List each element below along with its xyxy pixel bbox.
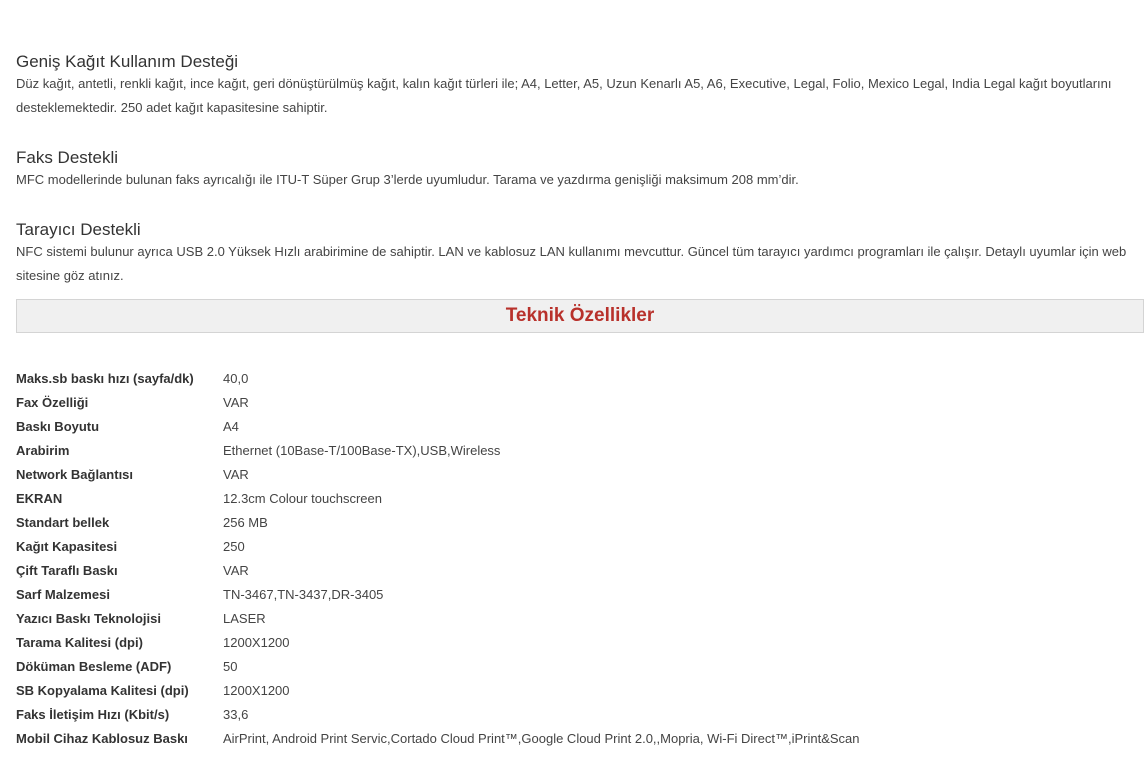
spec-value: Ethernet (10Base-T/100Base-TX),USB,Wireless bbox=[223, 443, 501, 458]
spec-key: Network Bağlantısı bbox=[16, 467, 134, 482]
spec-row bbox=[16, 487, 860, 511]
spec-row bbox=[16, 655, 860, 679]
section-title: Faks Destekli bbox=[16, 148, 119, 167]
spec-value: 33,6 bbox=[223, 707, 249, 722]
spec-row bbox=[16, 607, 860, 631]
spec-value: 40,0 bbox=[223, 371, 249, 386]
spec-key: Standart bellek bbox=[16, 515, 110, 530]
spec-row bbox=[16, 511, 860, 535]
spec-row bbox=[16, 367, 860, 391]
spec-table bbox=[16, 367, 860, 751]
spec-value: VAR bbox=[223, 563, 249, 578]
spec-key: EKRAN bbox=[16, 491, 63, 506]
spec-row bbox=[16, 391, 860, 415]
spec-row bbox=[16, 679, 860, 703]
spec-value: VAR bbox=[223, 467, 249, 482]
section-title: Geniş Kağıt Kullanım Desteği bbox=[16, 52, 239, 71]
spec-key: Döküman Besleme (ADF) bbox=[16, 659, 172, 674]
spec-section-header bbox=[16, 299, 1144, 333]
spec-value: 1200X1200 bbox=[223, 683, 290, 698]
spec-value: 250 bbox=[223, 539, 245, 554]
spec-key: Arabirim bbox=[16, 443, 70, 458]
spec-value: 12.3cm Colour touchscreen bbox=[223, 491, 382, 506]
spec-key: SB Kopyalama Kalitesi (dpi) bbox=[16, 683, 189, 698]
spec-value: 1200X1200 bbox=[223, 635, 290, 650]
spec-value: 256 MB bbox=[223, 515, 268, 530]
section-body: MFC modellerinde bulunan faks ayrıcalığı ile ITU-T Süper Grup 3’lerde uyumludur. Tarama ve yazdırma genişliği maksimum 208 mm’dir. bbox=[16, 172, 799, 187]
spec-heading: Teknik Özellikler bbox=[505, 305, 655, 326]
spec-value: AirPrint, Android Print Servic,Cortado Cloud Print™,Google Cloud Print 2.0,,Mopria, Wi-Fi Direct™,iPrint&Scan bbox=[223, 731, 860, 746]
spec-key: Sarf Malzemesi bbox=[16, 587, 110, 602]
spec-value: LASER bbox=[223, 611, 266, 626]
section-paper-support bbox=[16, 52, 1136, 120]
spec-value: TN-3467,TN-3437,DR-3405 bbox=[223, 587, 384, 602]
spec-key: Maks.sb baskı hızı (sayfa/dk) bbox=[16, 371, 194, 386]
spec-row bbox=[16, 415, 860, 439]
spec-row bbox=[16, 727, 860, 751]
spec-row bbox=[16, 439, 860, 463]
spec-key: Çift Taraflı Baskı bbox=[16, 563, 118, 578]
spec-value: VAR bbox=[223, 395, 249, 410]
spec-key: Fax Özelliği bbox=[16, 395, 89, 410]
spec-row bbox=[16, 583, 860, 607]
section-title: Tarayıcı Destekli bbox=[16, 220, 141, 239]
spec-value: 50 bbox=[223, 659, 238, 674]
spec-key: Tarama Kalitesi (dpi) bbox=[16, 635, 143, 650]
spec-key: Faks İletişim Hızı (Kbit/s) bbox=[16, 707, 170, 722]
spec-value: A4 bbox=[223, 419, 239, 434]
spec-key: Yazıcı Baskı Teknolojisi bbox=[16, 611, 161, 626]
section-scanner-support bbox=[16, 220, 1136, 288]
spec-row bbox=[16, 463, 860, 487]
section-body: NFC sistemi bulunur ayrıca USB 2.0 Yüksek Hızlı arabirimine de sahiptir. LAN ve kablosuz LAN kullanımı mevcuttur. Güncel tüm tarayıcı yardımcı programları ile çalışır. Detaylı uyumlar için web sitesine göz atınız. bbox=[16, 244, 1127, 283]
spec-key: Kağıt Kapasitesi bbox=[16, 539, 118, 554]
spec-key: Baskı Boyutu bbox=[16, 419, 100, 434]
spec-row bbox=[16, 559, 860, 583]
section-body: Düz kağıt, antetli, renkli kağıt, ince kağıt, geri dönüştürülmüş kağıt, kalın kağıt türleri ile; A4, Letter, A5, Uzun Kenarlı A5, A6, Executive, Legal, Folio, Mexico Legal, India Legal kağıt boyutlarını desteklemektedir. 250 adet kağıt kapasitesine sahiptir. bbox=[16, 76, 1112, 115]
spec-row bbox=[16, 703, 860, 727]
spec-key: Mobil Cihaz Kablosuz Baskı bbox=[16, 731, 188, 746]
section-fax-support bbox=[16, 148, 1136, 192]
spec-row bbox=[16, 631, 860, 655]
spec-row bbox=[16, 535, 860, 559]
